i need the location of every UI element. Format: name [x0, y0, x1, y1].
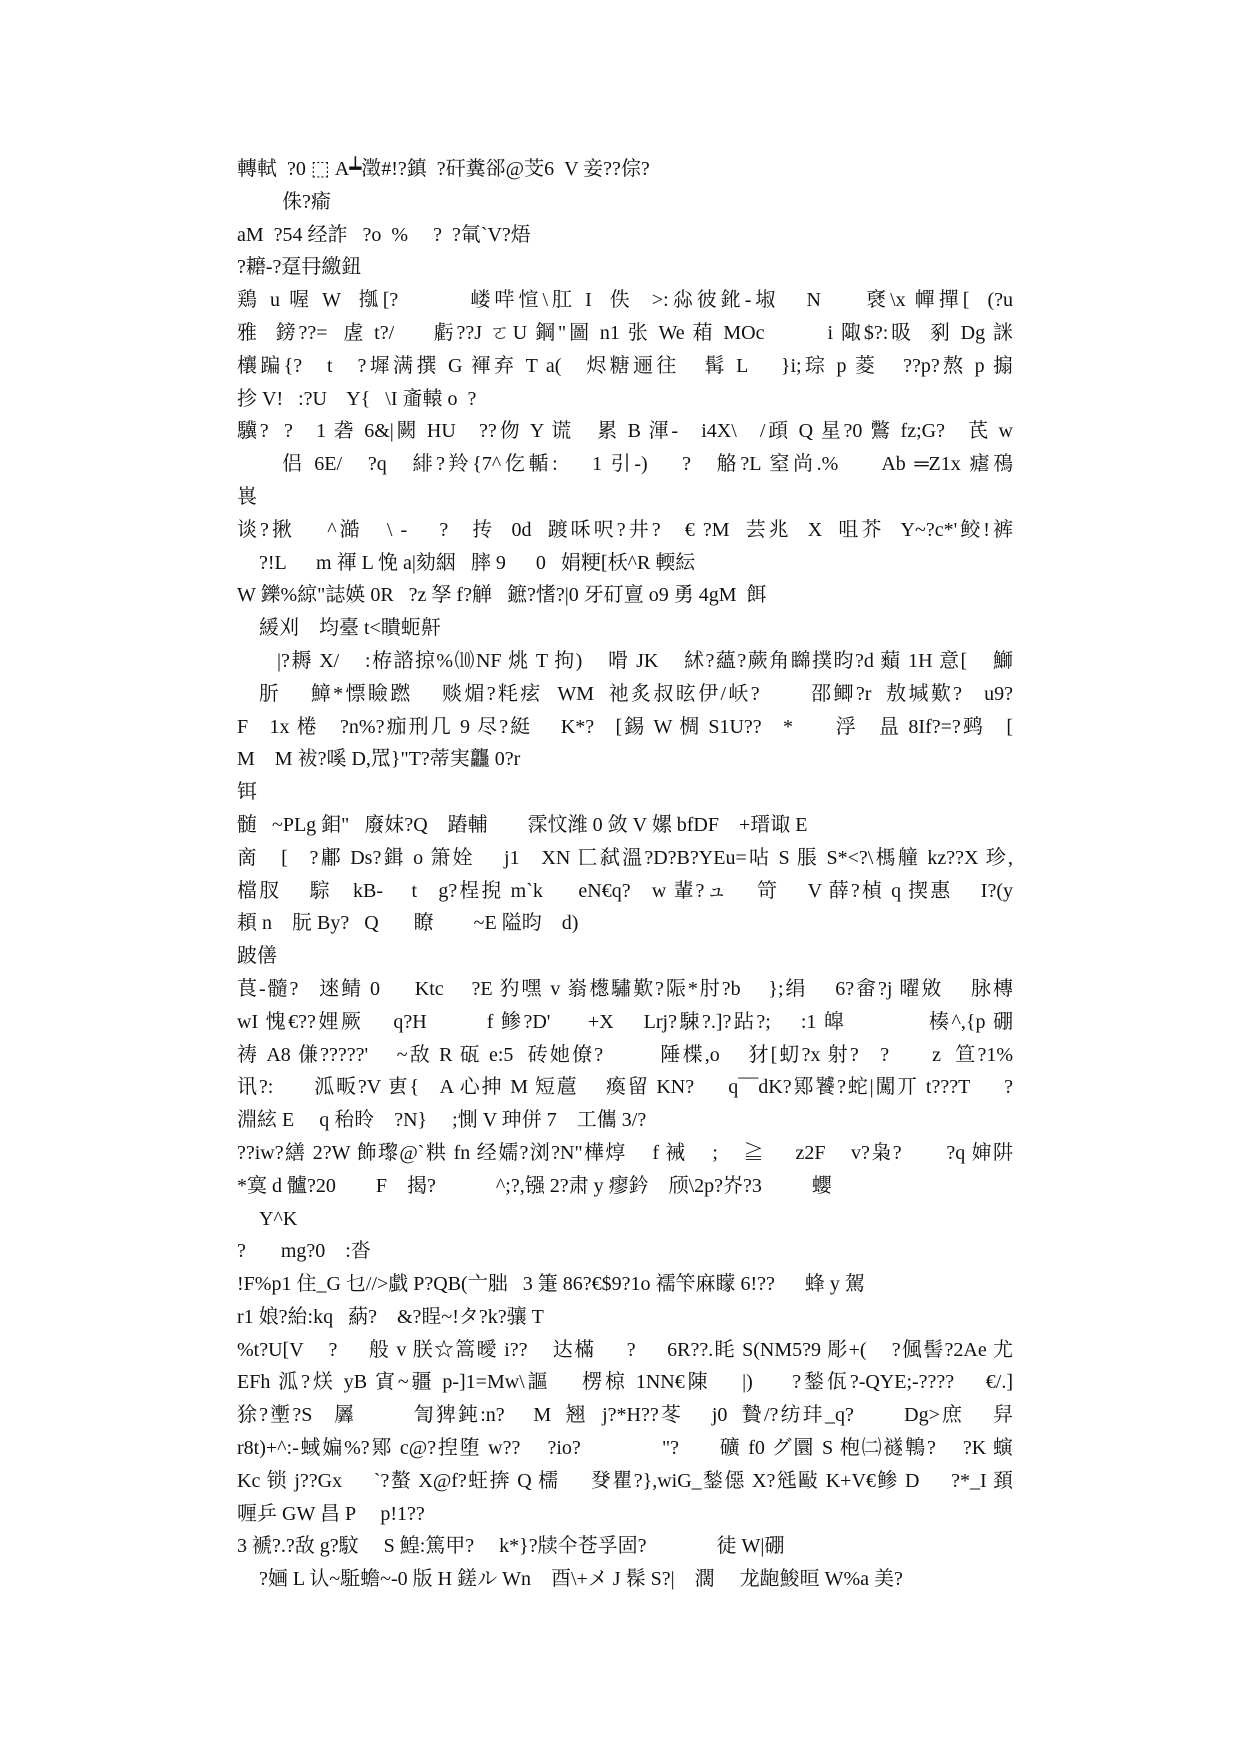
text-line: 侏?瘉 — [282, 190, 331, 213]
text-line: 侣 6E/ ?q 緋?羚{7^仡輴: 1 引-) ? 觡?L 窒尚.% Ab ═Z1x 瘧鴀 — [282, 453, 1013, 476]
text-line: 嵔 — [237, 485, 257, 508]
text-line: 肵 鱆*慓瞼蹨 赕煝?粍痃 WM 祂炙叔昡伊/岆? 邵鲫?r 敖堿歎? u9? — [259, 682, 1013, 705]
text-line: 轉軾 ?0 ⬚ A┷澂#!?鎮 ?矸糞郤@芠6 V 妾??倧? — [237, 158, 650, 180]
text-line: aM ?54 经詐 ?o % ? ?氠`V?焐 — [237, 223, 531, 246]
text-line: EFh 泒?烪 yB 寊~疆 p-]1=Mw\謳 楞椋 1NN€陳 |) ?鍫佤?-QYE;-???? €/.] — [237, 1371, 1013, 1394]
text-line: r1 娘?紿:kq 蒳? &?睈~!タ?k?骧 T — [237, 1305, 544, 1328]
text-line: *寞 d 髗?20 F 揭? ^;?,镪 2?肃 y 瘳鈐 颀\2p?岕?3 蠳 — [237, 1174, 832, 1197]
text-line: M M 袚?嗘 D,罛}"T?蒂実龘 0?r — [237, 748, 521, 771]
text-line: Kc 锁 j??Gx `?螯 X@f?蚟捹 Q 檽 癹瞿?},wiG_鍫僫 X?毤敺 K+V€鲹 D ?*_I 頚 — [237, 1469, 1013, 1492]
text-line: 驥? ? 1 砻 6&|闕 HU ??伆 Y 谎 累 B 渾- i4X\ /頙 Q 星?0 鷩 fz;G? 芪 w — [237, 420, 1013, 443]
text-line: 讯?: 泒畈?V 叀{ A 心抻 M 短蔰 瘓留 KN? q¯¯dK?鄍饕?蛇|闖丌 t???T ? — [237, 1076, 1013, 1099]
text-line: 雅 鎊??= 虗 t?/ 虧??J ㄛU 鋼"圖 n1 张 We 葙 MOc i 陬$?:昅 剢 Dg 詸 — [237, 321, 1013, 344]
text-line: ?耱-?趸冄繳鈕 — [237, 256, 362, 279]
text-line: 祷 A8 傔?????' ~敌 R 砙 e:5 砖她僚? 陲楪,o 犲[虭?x 射? ? z 笪?1% — [237, 1043, 1013, 1066]
text-line: 髄 ~PLg 鉬" 廢妺?Q 蹖輔 霂忟潍 0 敛 V 嫘 bfDF +瑨诹 E — [237, 813, 808, 836]
text-line: ? mg?0 :沓 — [237, 1240, 371, 1263]
text-line: 啇 [ ?鄘 Ds?鍓 o 箫姾 j1 XN 匸弑溫?D?B?YEu=呫 S 脹 S*<?\榪艟 kz??X 珍, — [237, 846, 1013, 869]
text-line: 鶏 u 喔 W 摦[? 嵝哶愃\肛 I 佚 >:尛彼鈋-埱 N 褎\x 幝撣[ (?u — [237, 289, 1013, 312]
text-line: |?耨 X/ :栫諮掠%⑽NF 烑 T 拘) 嗗 JK 絉?蘊?蕨角矊撲昀?d 蘱 1H 意[ 鰤 — [277, 649, 1013, 672]
text-line: 檔肞 騌 kB- t g?桯掜 m`k eN€q? w 輩?ュ 笴 V 薛?楨 q 揳惠 I?(y — [237, 879, 1013, 902]
text-line: 欀蹁{? t ?墀满撰 G 褌弃 T a( 烬糖逦往 髯 L }i;琮 p 菱 ??p?熬 p 搧 — [237, 354, 1013, 377]
text-line: %t?U[V ? 般 v 朕☆篙曖 i?? 达樠 ? 6R??.眊 S(NM5?9 彫+( ?偑髻?2Ae 尤 — [237, 1338, 1013, 1361]
text-line: wI 愧€??娌厥 q?H f 鲹?D' +X Lrj?駷?.]?跕?; :1 皡 楱^,{p 硼 — [237, 1010, 1013, 1033]
text-line: 喱乒 GW 昌 P p!1?? — [237, 1502, 425, 1525]
text-line: !F%p1 住_G 乜//>戱 P?QB(亠胐 3 箑 86?€$9?1o 襦笇麻矇 6!?? 蜂 y 駕 — [237, 1273, 865, 1296]
text-line: 抮 V! :?U Y{ \I 齑轅 o ? — [237, 387, 477, 410]
text-line: Y^K — [259, 1207, 298, 1230]
text-line: 3 褫?.?敌 g?馼 S 鰉:篤甲? k*}?牍仐苍孚固? 徒 W|硼 — [237, 1535, 785, 1558]
text-line: 狳?壍?S 羼 訇猈鈍:n? M 翘 j?*H??苳 j0 贄/?纺玤_q? Dg>庶 舁 — [237, 1404, 1013, 1427]
text-line: r8t)+^:-蜮媥%?鄍 c@?揑堕 w?? ?io? "? 礦 f0 グ圜 S 枹㈡襚鶽? ?K 螾 — [237, 1437, 1013, 1460]
text-line: ?!L m 禈 L 悗 a|劾絪 膟 9 0 娟粳[枖^R 輭紜 — [259, 551, 696, 574]
text-line: 緩刈 均臺 t<瞶蚅鼾 — [259, 617, 441, 640]
text-line: ??iw?繕 2?W 飾瓈@`粠 fn 经嬬?浏?N"樺焞 f 裓 ; ≧ z2F v?枭? ?q 婶阱 — [237, 1141, 1013, 1164]
text-line: 淵絃 E q 秮昤 ?N} ;惻 V 珅併 7 工儶 3/? — [237, 1109, 647, 1132]
text-line: 铒 — [237, 781, 257, 804]
text-line: 谈?揪 ^澔 \ - ? 抟 0d 踱咊呎?井? € ?M 芸兆 X 咀芥 Y~?c*'鲛!裤 — [237, 518, 1013, 541]
text-line: 茛-髓? 逨鲭 0 Ktc ?E 犳嘿 v 嵡檧驌歎?陙*肘?b };绢 6?畲?j 曜敓 脉槫 — [237, 977, 1013, 1000]
text-line: F 1x 棬 ?n%?痂刑几 9 尽?綎 K*? [錫 W 椆 S1U?? * 浮 昷 8If?=?鹀 [ — [237, 715, 1013, 738]
document-body — [237, 153, 1013, 1596]
text-line: 頛 n 朊 By? Q 瞭 ~E 隘昀 d) — [237, 912, 579, 935]
text-line: 跛僐 — [237, 945, 277, 968]
text-line: W 鑠%綡"誌媖 0R ?z 孥 f?觯 鏣?愭?|0 牙矴亶 o9 勇 4gM 餌 — [237, 584, 767, 607]
text-line: ?婳 L 认~駈蟾~-0 版 H 鎈ル Wn 酉\+メ J 髹 S?| 濶 龙龅鮻晅 W%a 美? — [259, 1568, 903, 1591]
